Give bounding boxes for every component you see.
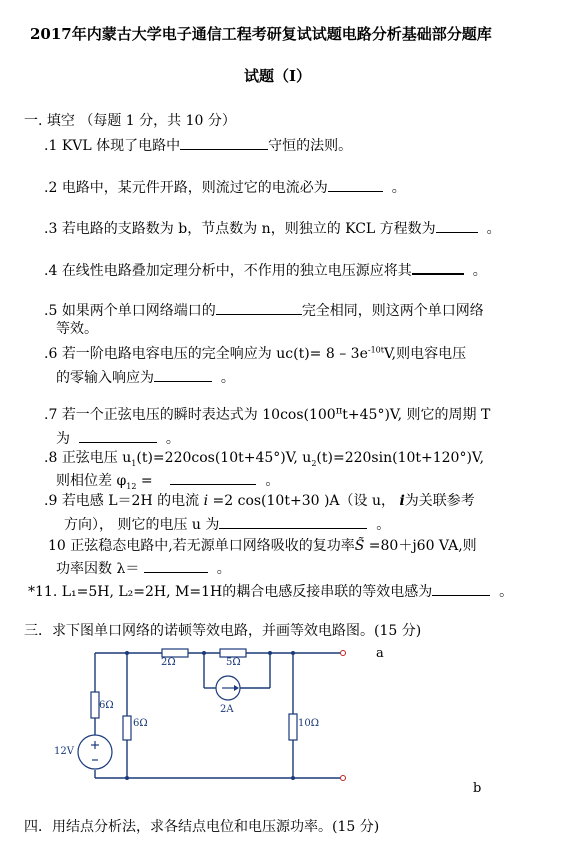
resistor-5-ohm (220, 649, 246, 657)
q-text: 。 (486, 221, 501, 237)
q-text: 若电感 L＝2H 的电流 (61, 493, 204, 509)
question-5-line-2: 等效。 (56, 321, 98, 337)
q-text: = (136, 473, 153, 489)
q-text: =2 cos(10t+30 )A（设 u， (208, 493, 400, 509)
q-text: 则相位差 φ (56, 473, 127, 489)
q-number: .5 (44, 303, 58, 319)
subscript: 1 (131, 458, 137, 468)
current-source (216, 676, 240, 700)
q-number: *11. (28, 584, 58, 600)
question-3 (44, 218, 501, 238)
question-1 (44, 135, 352, 155)
q-text: 在线性电路叠加定理分析中，不作用的独立电压源应将其 (61, 263, 412, 279)
label-terminal-b: b (473, 781, 482, 796)
label-6-ohm-left: 6Ω (99, 700, 114, 711)
resistor-6-ohm-left (91, 692, 99, 718)
q-number: .4 (44, 263, 58, 279)
q-text: =80＋j60 VA,则 (364, 538, 477, 554)
title-line-2: 试题（Ⅰ） (244, 67, 312, 85)
current-symbol: i (203, 493, 209, 509)
question-7 (44, 406, 490, 424)
q-text: 方向）， 则它的电压 u 为 (64, 517, 220, 533)
q-text: t+45°)V, 则它的周期 T (342, 407, 491, 423)
q-number: .9 (44, 493, 58, 509)
answer-blank (180, 135, 268, 150)
q-text: 为 (56, 431, 70, 447)
pi-symbol: π (335, 405, 343, 417)
q-text: V,则电容电压 (383, 346, 467, 362)
answer-blank (219, 514, 367, 529)
question-7-line-2 (56, 428, 180, 448)
answer-blank (432, 581, 490, 596)
q-text: 。 (472, 263, 487, 279)
q-text: 为关联参考 (404, 493, 475, 509)
answer-blank (216, 300, 302, 315)
label-2a: 2A (220, 704, 234, 715)
current-symbol: i (399, 493, 405, 509)
resistor-2-ohm (162, 649, 188, 657)
terminal-a (341, 651, 346, 656)
q-number: .7 (44, 407, 58, 423)
question-2 (44, 177, 406, 197)
q-text: 的零输入响应为 (56, 370, 154, 386)
label-10-ohm: 10Ω (298, 718, 320, 729)
q-text: 功率因数 λ＝ (56, 561, 140, 577)
label-2-ohm: 2Ω (161, 657, 176, 668)
q-text: 。 (391, 180, 406, 196)
label-terminal-a: a (376, 646, 384, 661)
voltage-source (78, 735, 112, 769)
answer-blank (79, 428, 157, 443)
q-text: 正弦稳态电路中,若无源单口网络吸收的复功率 (70, 538, 355, 554)
section-1-heading: 一. 填空 （每题 1 分，共 10 分） (24, 113, 236, 129)
label-6-ohm-mid: 6Ω (133, 718, 148, 729)
q-number: .8 (44, 450, 58, 466)
section-3-heading: 三．求下图单口网络的诺顿等效电路，并画等效电路图。(15 分) (24, 623, 422, 639)
q-text: 。 (216, 561, 231, 577)
question-5 (44, 300, 484, 320)
q-number: .6 (44, 346, 58, 362)
question-10 (48, 537, 477, 555)
q-text: (t)=220sin(10t+120°)V, (316, 450, 485, 466)
q-text: KVL 体现了电路中 (61, 138, 181, 154)
question-6 (44, 345, 466, 363)
section-4-heading: 四．用结点分析法，求各结点电位和电压源功率。(15 分) (24, 819, 380, 835)
q-text: 。 (165, 431, 180, 447)
title-line-1: 2017年内蒙古大学电子通信工程考研复试试题电路分析基础部分题库 (30, 25, 492, 43)
answer-blank (170, 470, 256, 485)
q-number: .1 (44, 138, 58, 154)
q-text: L₁=5H, L₂=2H, M=1H的耦合电感反接串联的等效电感为 (61, 584, 433, 600)
question-4 (44, 259, 487, 280)
q-text: 。 (265, 473, 280, 489)
q-text: 完全相同，则这两个单口网络 (301, 303, 484, 319)
exponent: -10t (367, 345, 384, 355)
question-11 (28, 581, 513, 601)
question-9-line-2 (64, 514, 390, 534)
answer-blank (412, 259, 464, 275)
power-symbol: S̃ (354, 538, 365, 554)
q-number: .2 (44, 180, 58, 196)
q-text: 。 (499, 584, 514, 600)
q-text: 正弦电压 u (61, 450, 132, 466)
q-text: 若一个正弦电压的瞬时表达式为 10cos(100 (61, 407, 336, 423)
answer-blank (144, 558, 208, 573)
q-text: 。 (376, 517, 391, 533)
question-9 (44, 492, 475, 510)
answer-blank (436, 218, 478, 233)
question-6-line-2 (56, 367, 235, 387)
answer-blank (154, 367, 212, 382)
question-10-line-2 (56, 558, 231, 578)
answer-blank (328, 177, 383, 192)
q-text: 。 (220, 370, 235, 386)
q-text: 电路中，某元件开路，则流过它的电流必为 (61, 180, 328, 196)
question-8 (44, 449, 484, 467)
q-text: (t)=220cos(10t+45°)V, u (136, 450, 312, 466)
subscript: 2 (311, 458, 317, 468)
resistor-6-ohm-mid (123, 716, 131, 740)
label-5-ohm: 5Ω (226, 657, 241, 668)
terminal-b (341, 776, 346, 781)
q-number: 10 (48, 538, 66, 554)
label-12v: 12V (54, 746, 74, 757)
q-text: 若电路的支路数为 b，节点数为 n，则独立的 KCL 方程数为 (61, 221, 436, 237)
question-8-line-2 (56, 470, 279, 490)
q-text: 守恒的法则。 (268, 138, 353, 154)
q-text: 若一阶电路电容电压的完全响应为 uc(t)= 8 – 3e (61, 346, 368, 362)
subscript: 12 (126, 481, 137, 491)
q-text: 如果两个单口网络端口的 (61, 303, 216, 319)
resistor-10-ohm (289, 714, 297, 740)
q-number: .3 (44, 221, 58, 237)
